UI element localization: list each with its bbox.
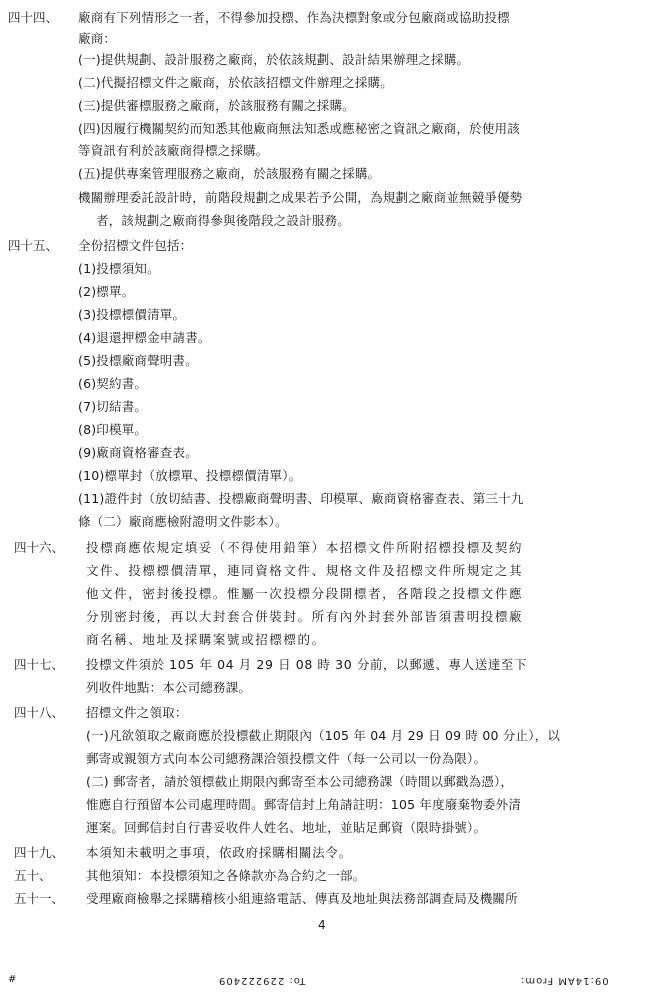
article-51-number: 五十一、	[14, 891, 65, 906]
article-50-line-1: 其他須知：本投標須知之各條款亦為合約之一部。	[86, 868, 366, 883]
article-50-number: 五十、	[14, 868, 52, 883]
article-44-line-6: (四)因履行機關契約而知悉其他廠商無法知悉或應秘密之資訊之廠商，於使用該	[78, 121, 520, 136]
article-48-number: 四十八、	[14, 705, 65, 720]
article-48-line-6: 運案。回郵信封自行書妥收件人姓名、地址，並貼足郵資（限時掛號）。	[86, 820, 487, 835]
article-44-line-2: 廠商：	[78, 31, 117, 46]
article-45-number: 四十五、	[8, 238, 59, 253]
article-47-number: 四十七、	[14, 657, 65, 672]
article-45-line-4: (3)投標標價清單。	[78, 307, 186, 322]
article-46-line-5: 商名稱、地址及採購案號或招標標的。	[86, 632, 326, 647]
fax-mark: #	[8, 974, 17, 985]
article-47-line-2: 列收件地點：本公司總務課。	[86, 680, 252, 695]
fax-to-number: To: 229222409	[218, 975, 306, 986]
article-44-line-5: (三)提供審標服務之廠商，於該服務有關之採購。	[78, 98, 355, 113]
article-44-line-4: (二)代擬招標文件之廠商，於依該招標文件辦理之採購。	[78, 75, 393, 90]
page-number: 4	[318, 918, 326, 932]
article-45-line-5: (4)退還押標金申請書。	[78, 330, 211, 345]
article-46-number: 四十六、	[14, 540, 65, 555]
article-45-line-6: (5)投標廠商聲明書。	[78, 353, 198, 368]
article-51-line-1: 受理廠商檢舉之採購稽核小組連絡電話、傳真及地址與法務部調查局及機關所	[86, 891, 518, 906]
article-45-line-2: (1)投標須知。	[78, 261, 160, 276]
article-44-line-9: 機關辦理委託設計時，前階段規劃之成果若予公開，為規劃之廠商並無競爭優勢	[78, 190, 523, 205]
article-45-line-13: 條（二）廠商應檢附證明文件影本）。	[78, 514, 288, 529]
article-45-line-8: (7)切結書。	[78, 399, 148, 414]
article-45-line-12: (11)證件封（放切結書、投標廠商聲明書、印模單、廠商資格審查表、第三十九	[78, 491, 524, 506]
article-48-line-4: (二) 郵寄者，請於領標截止期限內郵寄至本公司總務課（時間以郵戳為憑），	[86, 774, 514, 789]
fax-from-time: 09:14AM From:	[520, 975, 609, 986]
article-45-line-11: (10)標單封（放標單、投標標價清單）。	[78, 468, 302, 483]
article-48-line-3: 郵寄或親領方式向本公司總務課洽領投標文件（每一公司以一份為限）。	[86, 751, 487, 766]
article-46-line-4: 分別密封後，再以大封套合併裝封。所有內外封套外部皆須書明投標廠	[86, 609, 524, 624]
article-49-line-1: 本須知未載明之事項，依政府採購相關法令。	[86, 845, 353, 860]
article-45-line-3: (2)標單。	[78, 284, 135, 299]
article-45-line-9: (8)印模單。	[78, 422, 148, 437]
article-45-line-10: (9)廠商資格審查表。	[78, 445, 198, 460]
article-49-number: 四十九、	[14, 845, 65, 860]
article-45-line-1: 全份招標文件包括：	[78, 238, 193, 253]
article-48-line-2: (一)凡欲領取之廠商應於投標截止期限內（105 年 04 月 29 日 09 時 00 分止），以	[86, 728, 561, 743]
article-48-line-5: 惟應自行預留本公司處理時間。郵寄信封上角請註明：105 年度廢棄物委外清	[86, 797, 522, 812]
article-44-line-8: (五)提供專案管理服務之廠商，於該服務有關之採購。	[78, 166, 381, 181]
article-47-line-1: 投標文件須於 105 年 04 月 29 日 08 時 30 分前，以郵遞、專人送達至下	[86, 657, 528, 672]
article-44-number: 四十四、	[8, 10, 59, 25]
article-46-line-3: 他文件，密封後投標。惟屬一次投標分段開標者，各階段之投標文件應	[86, 586, 524, 601]
article-46-line-1: 投標商應依規定填妥（不得使用鉛筆）本招標文件所附招標投標及契約	[86, 540, 524, 555]
article-44-line-7: 等資訊有利於該廠商得標之採購。	[78, 143, 269, 158]
article-45-line-7: (6)契約書。	[78, 376, 148, 391]
article-48-line-1: 招標文件之領取：	[86, 705, 188, 720]
article-46-line-2: 文件、投標標價清單，連同資格文件、規格文件及招標文件所規定之其	[86, 563, 524, 578]
article-44-line-10: 者，該規劃之廠商得參與後階段之設計服務。	[96, 213, 351, 228]
article-44-line-3: (一)提供規劃、設計服務之廠商，於依該規劃、設計結果辦理之採購。	[78, 52, 470, 67]
article-44-line-1: 廠商有下列情形之一者，不得參加投標、作為決標對象或分包廠商或協助投標	[78, 10, 510, 25]
